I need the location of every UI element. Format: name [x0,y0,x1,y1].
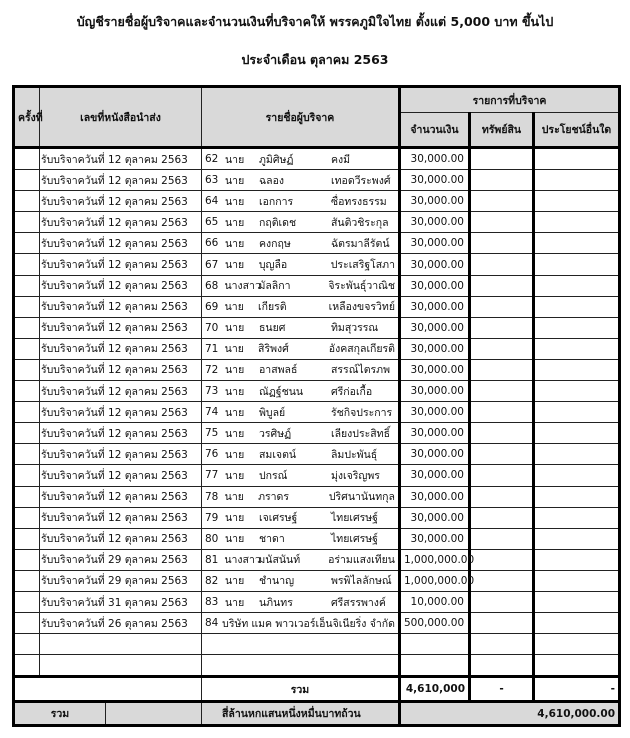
donor-prefix: นาย [225,469,245,482]
row-other-benefits [534,212,620,233]
grand-total-words: สี่ล้านหกแสนหนึ่งหมื่นบาทถ้วน [202,702,400,726]
donor-number: 84 [205,617,219,630]
row-donor [202,212,400,233]
subtotal-other-benefits: - [534,677,620,702]
donor-number: 64 [205,195,219,208]
donor-prefix: นาย [225,512,245,525]
header-assets: ทรัพย์สิน [470,113,534,148]
row-assets [470,591,534,612]
donor-number: 81 [205,553,219,566]
grand-total-label: รวม [15,703,106,724]
table-row [14,486,620,507]
row-letter: รับบริจาควันที่ 12 ตุลาคม 2563 [40,402,202,423]
donor-first-name: นภินทร [259,596,293,609]
row-assets [470,275,534,296]
row-other-benefits [534,528,620,549]
donor-prefix: นางสาว [224,554,261,567]
row-other-benefits [534,549,620,570]
row-cash: 30,000.00 [400,148,470,170]
row-letter: รับบริจาควันที่ 12 ตุลาคม 2563 [40,212,202,233]
row-letter: รับบริจาควันที่ 12 ตุลาคม 2563 [40,170,202,191]
table-row [14,254,620,275]
donor-prefix: นาย [225,195,245,208]
row-assets [470,170,534,191]
donor-first-name: สิริพงศ์ [258,343,289,356]
row-donor [202,402,400,423]
row-no [14,296,40,317]
grand-total-cell-left [14,702,202,726]
row-donor [202,570,400,591]
donor-prefix: นาย [224,301,244,314]
table-row [14,402,620,423]
row-no [14,191,40,212]
row-no [14,486,40,507]
donor-first-name: อาสพลธ์ [259,364,298,377]
table-row [14,275,620,296]
row-other-benefits [534,465,620,486]
donor-number: 74 [205,406,219,419]
row-cash: 1,000,000.00 [400,570,470,591]
donor-first-name: พิบูลย์ [259,406,286,419]
donor-first-name: บุญลือ [258,259,288,272]
donor-number: 80 [205,532,219,545]
table-row [14,148,620,170]
row-donor [202,338,400,359]
blank-cell [202,655,400,677]
table-row [14,465,620,486]
row-cash: 30,000.00 [400,423,470,444]
row-no [14,423,40,444]
donor-first-name: ชำนาญ [259,575,295,588]
row-letter: รับบริจาควันที่ 12 ตุลาคม 2563 [40,465,202,486]
donor-first-name: ชาดา [259,533,285,546]
donor-last-name: รัชกิจประการ [331,406,393,419]
donor-prefix: นางสาว [224,280,261,293]
row-assets [470,317,534,338]
donor-last-name: ฉัตรมาลีรัตน์ [331,237,390,250]
donor-prefix: นาย [224,259,245,272]
row-assets [470,507,534,528]
donor-prefix: นาย [225,385,245,398]
header-cash: จำนวนเงิน [400,113,470,148]
donor-number: 82 [205,574,219,587]
donor-last-name: ปริศนานันทกุล [328,491,395,504]
row-letter: รับบริจาควันที่ 29 ตุลาคม 2563 [40,549,202,570]
row-donor [202,465,400,486]
row-donor [202,528,400,549]
row-donor [202,170,400,191]
donor-number: 67 [205,258,219,271]
row-cash: 10,000.00 [400,591,470,612]
donor-prefix: นาย [225,174,245,187]
table-row [14,233,620,254]
row-cash: 1,000,000.00 [400,549,470,570]
table-row [14,317,620,338]
table-row [14,170,620,191]
donor-last-name: อังคสกุลเกียรติ [328,343,395,356]
blank-cell [40,634,202,655]
row-other-benefits [534,338,620,359]
row-letter: รับบริจาควันที่ 12 ตุลาคม 2563 [40,275,202,296]
row-other-benefits [534,317,620,338]
donor-last-name: ประเสริฐโสภา [330,259,395,272]
donor-last-name: ศรีก่อเกื้อ [331,385,373,398]
row-no [14,148,40,170]
row-assets [470,254,534,275]
donor-last-name: จิระพันธุ์วาณิช [328,280,395,293]
table-row [14,507,620,528]
row-other-benefits [534,381,620,402]
donor-prefix: นาย [225,575,245,588]
blank-cell [14,655,40,677]
row-donor [202,507,400,528]
row-letter: รับบริจาควันที่ 29 ตุลาคม 2563 [40,570,202,591]
table-row [14,423,620,444]
donor-prefix: นาย [225,448,245,461]
row-cash: 30,000.00 [400,381,470,402]
row-other-benefits [534,444,620,465]
blank-row [14,655,620,677]
donor-prefix: นาย [225,427,245,440]
row-other-benefits [534,233,620,254]
donor-number: 63 [205,174,219,187]
row-cash: 30,000.00 [400,191,470,212]
row-other-benefits [534,359,620,380]
donor-prefix: นาย [225,406,245,419]
donor-first-name: ภราดร [258,491,289,504]
subtotal-spacer [14,677,202,702]
row-no [14,444,40,465]
blank-cell [534,634,620,655]
table-row [14,338,620,359]
row-donor [202,381,400,402]
row-assets [470,465,534,486]
row-letter: รับบริจาควันที่ 26 ตุลาคม 2563 [40,613,202,634]
row-no [14,275,40,296]
row-other-benefits [534,170,620,191]
row-assets [470,613,534,634]
header-letter-no: เลขที่หนังสือนำส่ง [40,87,202,148]
donor-last-name: สันติวชิระกุล [331,216,389,229]
donor-prefix: นาย [225,216,245,229]
donor-number: 68 [205,279,219,292]
row-cash: 500,000.00 [400,613,470,634]
row-assets [470,359,534,380]
row-assets [470,338,534,359]
table-row [14,212,620,233]
donor-first-name: แมค พาวเวอร์ [251,617,316,630]
donor-prefix: นาย [225,533,245,546]
subtotal-assets: - [470,677,534,702]
donor-first-name: ณัฏฐ์ชนน [259,385,304,398]
blank-cell [470,634,534,655]
row-letter: รับบริจาควันที่ 12 ตุลาคม 2563 [40,148,202,170]
donor-first-name: เอกการ [259,195,294,208]
donor-number: 70 [205,321,219,334]
row-other-benefits [534,402,620,423]
donor-first-name: สมเจตน์ [259,448,297,461]
row-letter: รับบริจาควันที่ 12 ตุลาคม 2563 [40,507,202,528]
donor-last-name: พรพิไลลักษณ์ [331,575,392,588]
row-donor [202,254,400,275]
row-letter: รับบริจาควันที่ 12 ตุลาคม 2563 [40,233,202,254]
donor-number: 62 [205,153,219,166]
row-cash: 30,000.00 [400,528,470,549]
donor-prefix: นาย [224,343,244,356]
header-no: ครั้งที่ [14,87,40,148]
row-other-benefits [534,296,620,317]
row-letter: รับบริจาควันที่ 12 ตุลาคม 2563 [40,254,202,275]
row-letter: รับบริจาควันที่ 12 ตุลาคม 2563 [40,191,202,212]
donor-number: 71 [205,342,219,355]
row-donor [202,233,400,254]
row-other-benefits [534,486,620,507]
table-row [14,613,620,634]
row-no [14,338,40,359]
donor-prefix: นาย [225,237,245,250]
row-assets [470,423,534,444]
donor-prefix: นาย [225,364,245,377]
donor-first-name: กฤติเดช [259,216,297,229]
row-letter: รับบริจาควันที่ 31 ตุลาคม 2563 [40,591,202,612]
donor-first-name: วรศิษฏ์ [259,427,292,440]
row-assets [470,381,534,402]
table-row [14,549,620,570]
row-cash: 30,000.00 [400,338,470,359]
table-row [14,570,620,591]
row-donor [202,148,400,170]
row-assets [470,549,534,570]
row-cash: 30,000.00 [400,233,470,254]
table-row [14,359,620,380]
donor-last-name: อร่ามแสงเทียน [328,554,395,567]
donor-last-name: เหลืองขจรวิทย์ [328,301,395,314]
donor-prefix: นาย [225,596,245,609]
blank-row [14,634,620,655]
row-cash: 30,000.00 [400,507,470,528]
row-assets [470,148,534,170]
donor-last-name: ไทยเศรษฐ์ [331,533,378,546]
row-no [14,570,40,591]
table-row [14,296,620,317]
row-letter: รับบริจาควันที่ 12 ตุลาคม 2563 [40,317,202,338]
row-no [14,170,40,191]
row-other-benefits [534,613,620,634]
row-letter: รับบริจาควันที่ 12 ตุลาคม 2563 [40,423,202,444]
row-other-benefits [534,275,620,296]
row-no [14,381,40,402]
donor-number: 75 [205,427,219,440]
donor-number: 66 [205,237,219,250]
header-items-group: รายการที่บริจาค [400,87,620,113]
donor-last-name: มุ่งเจริญพร [331,469,380,482]
row-no [14,613,40,634]
header-other-benefits: ประโยชน์อื่นใด [534,113,620,148]
row-assets [470,296,534,317]
row-donor [202,444,400,465]
row-no [14,402,40,423]
row-donor [202,486,400,507]
row-no [14,212,40,233]
row-assets [470,402,534,423]
row-no [14,233,40,254]
table-row [14,591,620,612]
donor-last-name: เอ็นจิเนียริ่ง จำกัด [315,617,395,630]
row-other-benefits [534,570,620,591]
donor-first-name: ฉลอง [259,174,285,187]
row-letter: รับบริจาควันที่ 12 ตุลาคม 2563 [40,338,202,359]
row-cash: 30,000.00 [400,486,470,507]
row-letter: รับบริจาควันที่ 12 ตุลาคม 2563 [40,381,202,402]
row-assets [470,570,534,591]
donor-first-name: มัลลิกา [258,280,291,293]
row-assets [470,486,534,507]
blank-cell [400,655,470,677]
table-row [14,528,620,549]
blank-cell [470,655,534,677]
row-no [14,507,40,528]
row-donor [202,423,400,444]
donor-number: 76 [205,448,219,461]
donor-number: 79 [205,511,219,524]
row-other-benefits [534,254,620,275]
row-no [14,317,40,338]
header-donor: รายชื่อผู้บริจาค [202,87,400,148]
row-other-benefits [534,148,620,170]
row-cash: 30,000.00 [400,254,470,275]
donor-last-name: เทอดวีระพงศ์ [331,174,391,187]
row-donor [202,591,400,612]
row-other-benefits [534,423,620,444]
row-donor [202,296,400,317]
row-other-benefits [534,191,620,212]
donor-last-name: คงมี [331,153,351,166]
donor-first-name: เกียรติ [258,301,287,314]
donor-prefix: นาย [224,491,244,504]
donor-last-name: สรรณ์ไตรภพ [331,364,391,377]
row-assets [470,528,534,549]
row-cash: 30,000.00 [400,317,470,338]
row-other-benefits [534,507,620,528]
row-no [14,359,40,380]
row-no [14,528,40,549]
row-cash: 30,000.00 [400,275,470,296]
row-donor [202,275,400,296]
row-donor [202,317,400,338]
row-assets [470,212,534,233]
blank-cell [534,655,620,677]
row-cash: 30,000.00 [400,296,470,317]
subtotal-row [14,677,620,702]
donor-number: 69 [205,300,219,313]
donor-number: 77 [205,469,219,482]
donor-number: 72 [205,363,219,376]
row-letter: รับบริจาควันที่ 12 ตุลาคม 2563 [40,444,202,465]
blank-cell [40,655,202,677]
row-cash: 30,000.00 [400,359,470,380]
document-subtitle: ประจำเดือน ตุลาคม 2563 [241,52,389,67]
row-no [14,254,40,275]
donor-first-name: มนัสนันท์ [258,554,301,567]
row-cash: 30,000.00 [400,465,470,486]
donor-last-name: ลิมปะพันธุ์ [331,448,378,461]
document-title: บัญชีรายชื่อผู้บริจาคและจำนวนเงินที่บริจาคให้ พรรคภูมิใจไทย ตั้งแต่ 5,000 บาท ขึ้นไป [76,14,554,29]
row-donor [202,191,400,212]
donor-last-name: เลียงประสิทธิ์ [331,427,390,440]
row-no [14,465,40,486]
row-cash: 30,000.00 [400,444,470,465]
donor-prefix: นาย [225,153,245,166]
row-assets [470,233,534,254]
row-cash: 30,000.00 [400,170,470,191]
donor-first-name: คงกฤษ [259,237,291,250]
subtotal-cash: 4,610,000 [400,677,470,702]
donation-table [12,85,621,727]
donor-first-name: ปกรณ์ [259,469,288,482]
row-donor [202,359,400,380]
row-donor [202,613,400,634]
table-row [14,381,620,402]
donor-first-name: ธนยศ [259,322,286,335]
donor-first-name: ภูมิศิษฏ์ [259,153,294,166]
donor-last-name: ศรีสรรพางค์ [331,596,386,609]
row-cash: 30,000.00 [400,212,470,233]
table-body [14,148,620,677]
donor-number: 73 [205,385,219,398]
row-no [14,549,40,570]
donor-number: 78 [205,490,219,503]
row-letter: รับบริจาควันที่ 12 ตุลาคม 2563 [40,528,202,549]
row-letter: รับบริจาควันที่ 12 ตุลาคม 2563 [40,296,202,317]
table-row [14,191,620,212]
donor-number: 83 [205,596,219,609]
row-cash: 30,000.00 [400,402,470,423]
donor-last-name: ซื่อทรงธรรม [331,195,387,208]
donor-number: 65 [205,216,219,229]
row-donor [202,549,400,570]
blank-cell [202,634,400,655]
table-row [14,444,620,465]
donor-first-name: เจเศรษฐ์ [259,512,298,525]
donor-last-name: ไทยเศรษฐ์ [331,512,378,525]
row-other-benefits [534,591,620,612]
blank-cell [400,634,470,655]
blank-cell [14,634,40,655]
grand-total-amount: 4,610,000.00 [400,702,620,726]
row-no [14,591,40,612]
row-letter: รับบริจาควันที่ 12 ตุลาคม 2563 [40,486,202,507]
row-assets [470,191,534,212]
grand-total-row [14,702,620,726]
donor-prefix: บริษัท [222,617,249,630]
donor-last-name: ทิมสุวรรณ [331,322,379,335]
row-letter: รับบริจาควันที่ 12 ตุลาคม 2563 [40,359,202,380]
row-assets [470,444,534,465]
donor-prefix: นาย [225,322,245,335]
subtotal-label: รวม [202,677,400,702]
